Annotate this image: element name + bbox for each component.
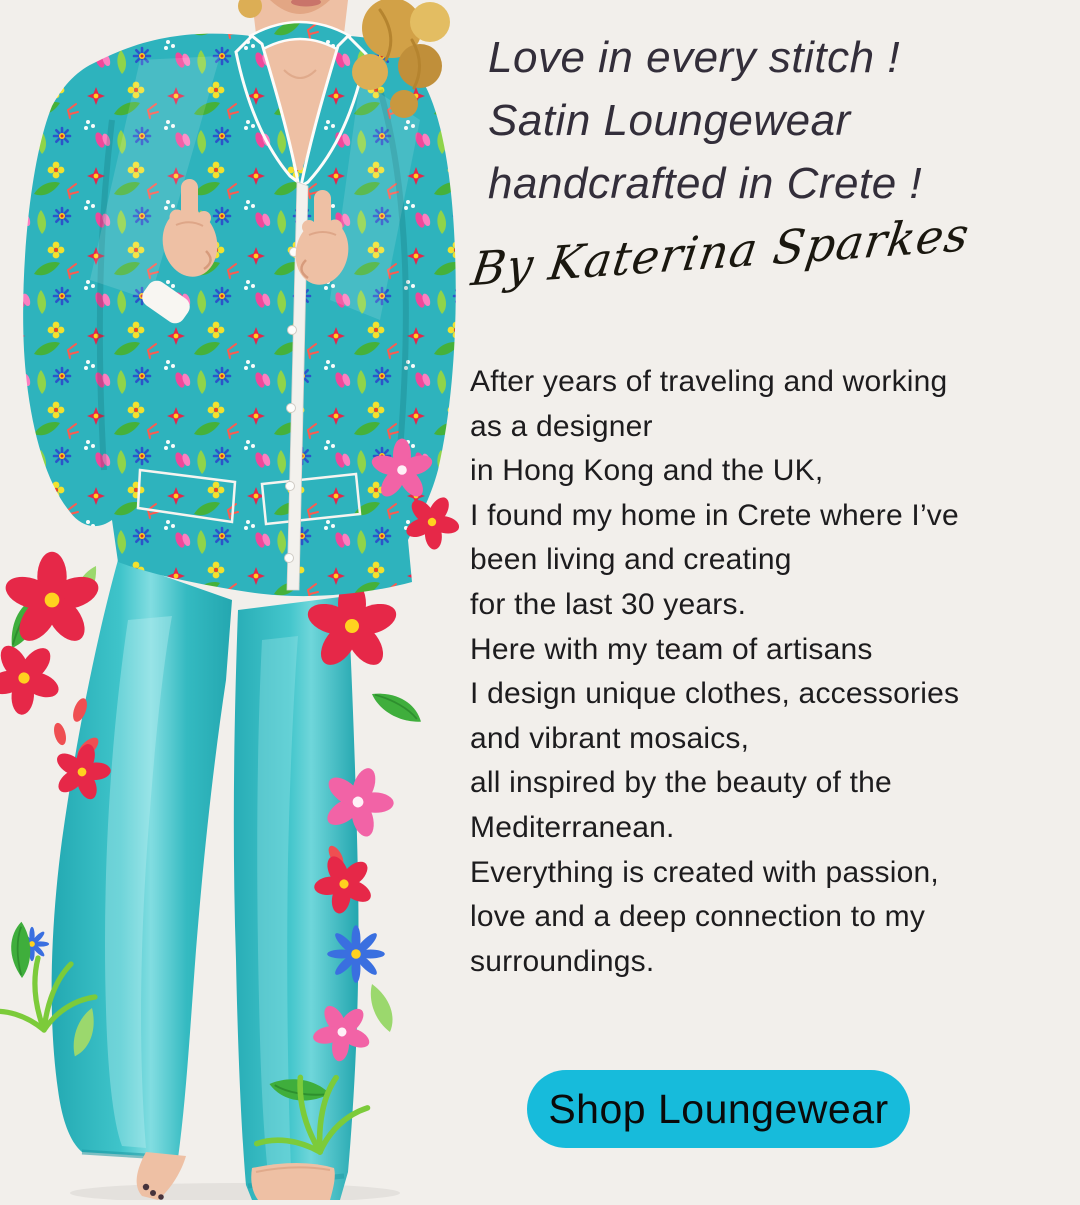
hero-image [0,0,470,1200]
story-line: I design unique clothes, accessories [470,677,960,711]
story-line: and vibrant mosaics, [470,721,750,755]
headline-line-3: handcrafted in Crete ! [488,159,923,208]
content-column [470,0,1080,1200]
story-line: in Hong Kong and the UK, [470,454,824,488]
headline-line-2: Satin Loungewear [488,96,851,145]
headline-line-1: Love in every stitch ! [488,33,901,82]
story-line: surroundings. [470,944,655,978]
story-line: I found my home in Crete where I’ve [470,498,959,532]
loungewear-model-illustration [0,0,470,1200]
shop-loungewear-button[interactable]: Shop Loungewear [527,1070,910,1148]
pajama-top [23,34,470,596]
story-text [470,360,959,984]
story-line: Mediterranean. [470,810,675,844]
story-line: for the last 30 years. [470,587,747,621]
designer-signature: By Katerina Sparkes [468,206,974,297]
floor-shadow [70,1183,400,1200]
story-line: After years of traveling and working [470,365,948,398]
story-line: been living and creating [470,543,792,577]
story-line: as a designer [470,409,653,443]
satin-pants [52,560,359,1200]
story-line: love and a deep connection to my [470,900,926,934]
story-line: Everything is created with passion, [470,855,939,889]
story-line: Here with my team of artisans [470,632,873,666]
story-line: all inspired by the beauty of the [470,766,892,800]
headline [488,26,922,215]
